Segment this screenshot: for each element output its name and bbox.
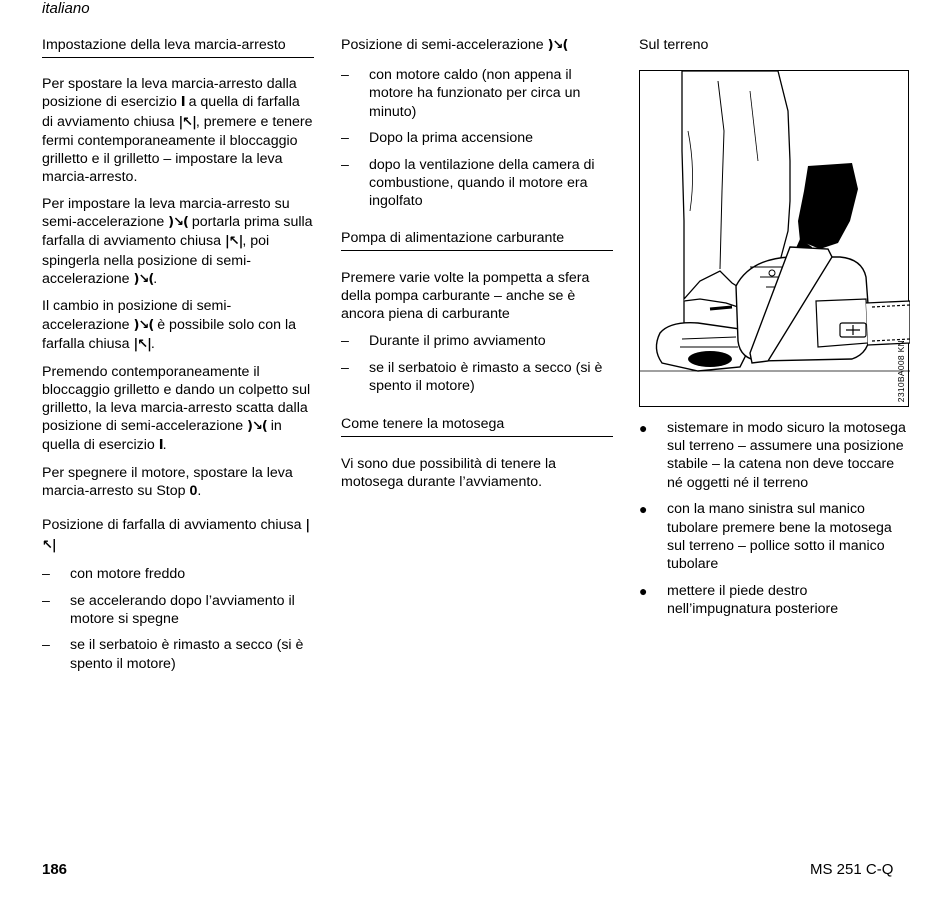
choke-symbol: |↖| xyxy=(42,518,310,553)
run-position-symbol: I xyxy=(180,95,185,111)
paragraph: Per impostare la leva marcia-arresto su semi-accelerazione )↘( portarla prima sulla farfalla di avviamento chiusa |↖|, poi spingerla nella posizione di semi-accelerazione )↘(. xyxy=(42,195,313,287)
list-item: – se accelerando dopo l’avviamento il motore si spegne xyxy=(42,592,295,627)
section-heading-half-throttle: Posizione di semi-accelerazione )↘( xyxy=(341,37,568,53)
model-name: MS 251 C-Q xyxy=(810,861,894,878)
paragraph: Per spegnere il motore, spostare la leva marcia-arresto su Stop 0. xyxy=(42,465,293,500)
half-throttle-symbol: )↘( xyxy=(247,419,267,435)
choke-symbol: |↖| xyxy=(178,114,196,130)
bullet-icon: ● xyxy=(639,420,648,436)
choke-symbol: |↖| xyxy=(133,336,151,352)
choke-symbol: |↖| xyxy=(224,234,243,250)
half-throttle-symbol: )↘( xyxy=(168,215,188,231)
paragraph: Il cambio in posizione di semi-accelerazione )↘( è possibile solo con la farfalla chiusa |↖|. xyxy=(42,298,297,352)
list-item: – se il serbatoio è rimasto a secco (si è spento il motore) xyxy=(341,359,603,394)
section-heading-stop-lever: Impostazione della leva marcia-arresto xyxy=(42,36,314,58)
paragraph: Vi sono due possibilità di tenere la motosega durante l’avviamento. xyxy=(341,456,557,491)
section-heading-holding-saw: Come tenere la motosega xyxy=(341,415,613,437)
list-item: – con motore caldo (non appena il motore ha funzionato per circa un minuto) xyxy=(341,67,581,120)
chainsaw-on-ground-illustration xyxy=(639,70,909,407)
column-middle xyxy=(341,36,613,492)
list-item: ● mettere il piede destro nell’impugnatura posteriore xyxy=(639,582,839,617)
list-item: ● con la mano sinistra sul manico tubolare premere bene la motosega sul terreno – pollice sotto il manico tubolare xyxy=(639,501,892,572)
figure-code: 2310BA008 KN xyxy=(896,339,906,402)
list-item: – con motore freddo xyxy=(42,565,186,582)
bullet-icon: ● xyxy=(639,582,648,599)
paragraph: Premendo contemporaneamente il bloccaggio grilletto e dando un colpetto sul grilletto, la leva marcia-arresto scatta dalla posizione di semi-accelerazione )↘( in quella di esercizio I. xyxy=(42,363,311,454)
column-left xyxy=(42,36,314,673)
list-item: – se il serbatoio è rimasto a secco (si è spento il motore) xyxy=(42,637,304,672)
page-number: 186 xyxy=(42,861,68,878)
list-item: ● sistemare in modo sicuro la motosega sul terreno – assumere una posizione stabile – la catena non deve toccare né oggetti né il terreno xyxy=(639,420,906,491)
list-item: – dopo la ventilazione della camera di combustione, quando il motore era ingolfato xyxy=(341,157,595,210)
list-item: – Durante il primo avviamento xyxy=(341,332,546,349)
section-heading-choke: Posizione di farfalla di avviamento chiusa |↖| xyxy=(42,517,310,553)
section-heading-fuel-pump: Pompa di alimentazione carburante xyxy=(341,229,613,251)
language-label: italiano xyxy=(42,0,90,17)
column-right-list xyxy=(639,419,911,618)
paragraph: Per spostare la leva marcia-arresto dalla posizione di esercizio I a quella di farfalla di avviamento chiusa |↖|, premere e tenere fermi contemporaneamente il bloccaggio grilletto e il grilletto – impostare la leva marcia-arresto. xyxy=(42,76,313,186)
bullet-icon: ● xyxy=(639,501,648,518)
run-position-symbol: I xyxy=(158,438,163,454)
column-right xyxy=(639,36,911,54)
paragraph: Premere varie volte la pompetta a sfera della pompa carburante – anche se è ancora piena di carburante xyxy=(341,269,590,323)
half-throttle-symbol: )↘( xyxy=(133,317,154,333)
list-item: – Dopo la prima accensione xyxy=(341,130,534,147)
half-throttle-symbol: )↘( xyxy=(547,38,568,53)
section-heading-on-ground: Sul terreno xyxy=(639,37,709,53)
stop-symbol: 0 xyxy=(189,483,198,500)
half-throttle-symbol: )↘( xyxy=(133,271,154,287)
